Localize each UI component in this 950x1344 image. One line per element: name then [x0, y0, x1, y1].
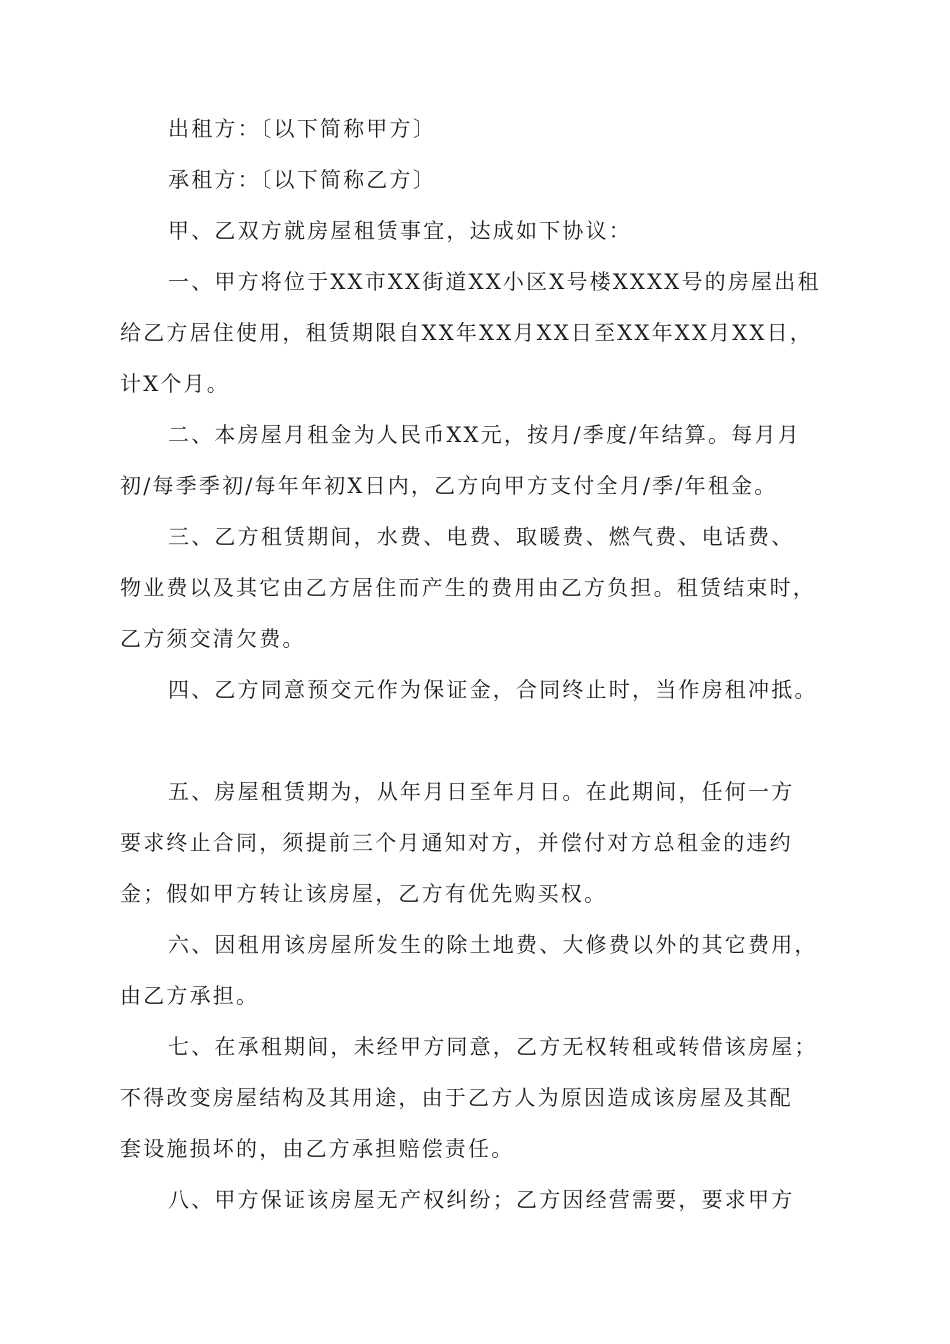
text-line: 要求终止合同，须提前三个月通知对方，并偿付对方总租金的违约 — [120, 831, 793, 855]
text-line: 二、本房屋月租金为人民币XX元，按月/季度/年结算。每月月 — [168, 423, 801, 447]
clause-8 — [120, 1175, 856, 1226]
text-line: 四、乙方同意预交元作为保证金，合同终止时，当作房租冲抵。 — [168, 678, 818, 702]
clause-5 — [120, 767, 856, 920]
clause-4 — [120, 665, 856, 716]
text-line: 乙方须交清欠费。 — [120, 627, 306, 651]
clause-3 — [120, 512, 856, 665]
contract-body — [120, 104, 856, 1226]
clause-1 — [120, 257, 856, 410]
text-line: 初/每季季初/每年年初X日内，乙方向甲方支付全月/季/年租金。 — [120, 474, 778, 498]
text-line: 物业费以及其它由乙方居住而产生的费用由乙方负担。租赁结束时， — [120, 576, 816, 600]
text-line: 套设施损坏的，由乙方承担赔偿责任。 — [120, 1137, 515, 1161]
clause-2 — [120, 410, 856, 512]
agreement-intro — [120, 206, 856, 257]
clause-6 — [120, 920, 856, 1022]
text-line: 八、甲方保证该房屋无产权纠纷；乙方因经营需要，要求甲方 — [168, 1188, 795, 1212]
text-line: 甲、乙双方就房屋租赁事宜，达成如下协议： — [168, 219, 632, 243]
text-line: 七、在承租期间，未经甲方同意，乙方无权转租或转借该房屋； — [168, 1035, 818, 1059]
text-line: 由乙方承担。 — [120, 984, 260, 1008]
text-line: 六、因租用该房屋所发生的除土地费、大修费以外的其它费用， — [168, 933, 818, 957]
text-line: 不得改变房屋结构及其用途，由于乙方人为原因造成该房屋及其配 — [120, 1086, 793, 1110]
text-line: 三、乙方租赁期间，水费、电费、取暖费、燃气费、电话费、 — [168, 525, 795, 549]
lessee-line — [120, 155, 856, 206]
text-line: 五、房屋租赁期为，从年月日至年月日。在此期间，任何一方 — [168, 780, 795, 804]
text-line: 给乙方居住使用，租赁期限自XX年XX月XX日至XX年XX月XX日， — [120, 321, 814, 345]
clause-7 — [120, 1022, 856, 1175]
text-line: 计X个月。 — [120, 372, 230, 396]
text-line: 一、甲方将位于XX市XX街道XX小区X号楼XXXX号的房屋出租 — [168, 270, 821, 294]
lessor-line — [120, 104, 856, 155]
text-line: 承租方：〔以下简称乙方〕 — [168, 168, 436, 192]
text-line: 金；假如甲方转让该房屋，乙方有优先购买权。 — [120, 882, 608, 906]
text-line: 出租方：〔以下简称甲方〕 — [168, 117, 436, 141]
